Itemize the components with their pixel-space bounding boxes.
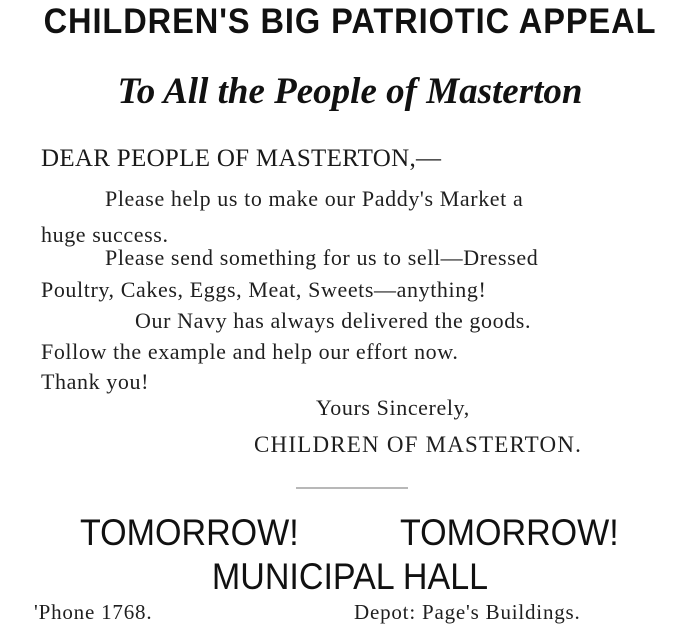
headline: CHILDREN'S BIG PATRIOTIC APPEAL bbox=[43, 2, 657, 41]
body-line-7: Thank you! bbox=[41, 369, 150, 394]
depot-address: Depot: Page's Buildings. bbox=[354, 600, 581, 624]
section-divider bbox=[296, 487, 408, 489]
body-line-3: Please send something for us to sell—Dressed bbox=[105, 245, 539, 270]
body-line-4: Poultry, Cakes, Eggs, Meat, Sweets—anything! bbox=[41, 277, 487, 302]
signature-line: CHILDREN OF MASTERTON. bbox=[254, 432, 583, 457]
body-line-5: Our Navy has always delivered the goods. bbox=[135, 308, 532, 333]
event-day-right: TOMORROW! bbox=[400, 512, 619, 553]
phone-number: 'Phone 1768. bbox=[34, 600, 153, 624]
body-line-2: huge success. bbox=[41, 222, 169, 247]
closing-line: Yours Sincerely, bbox=[316, 395, 470, 420]
body-line-1: Please help us to make our Paddy's Market a bbox=[105, 186, 524, 211]
venue-name: MUNICIPAL HALL bbox=[211, 556, 489, 597]
subheadline: To All the People of Masterton bbox=[117, 71, 583, 112]
event-day-left: TOMORROW! bbox=[80, 512, 299, 553]
body-line-6: Follow the example and help our effort now. bbox=[41, 339, 459, 364]
salutation: DEAR PEOPLE OF MASTERTON,— bbox=[41, 145, 442, 172]
